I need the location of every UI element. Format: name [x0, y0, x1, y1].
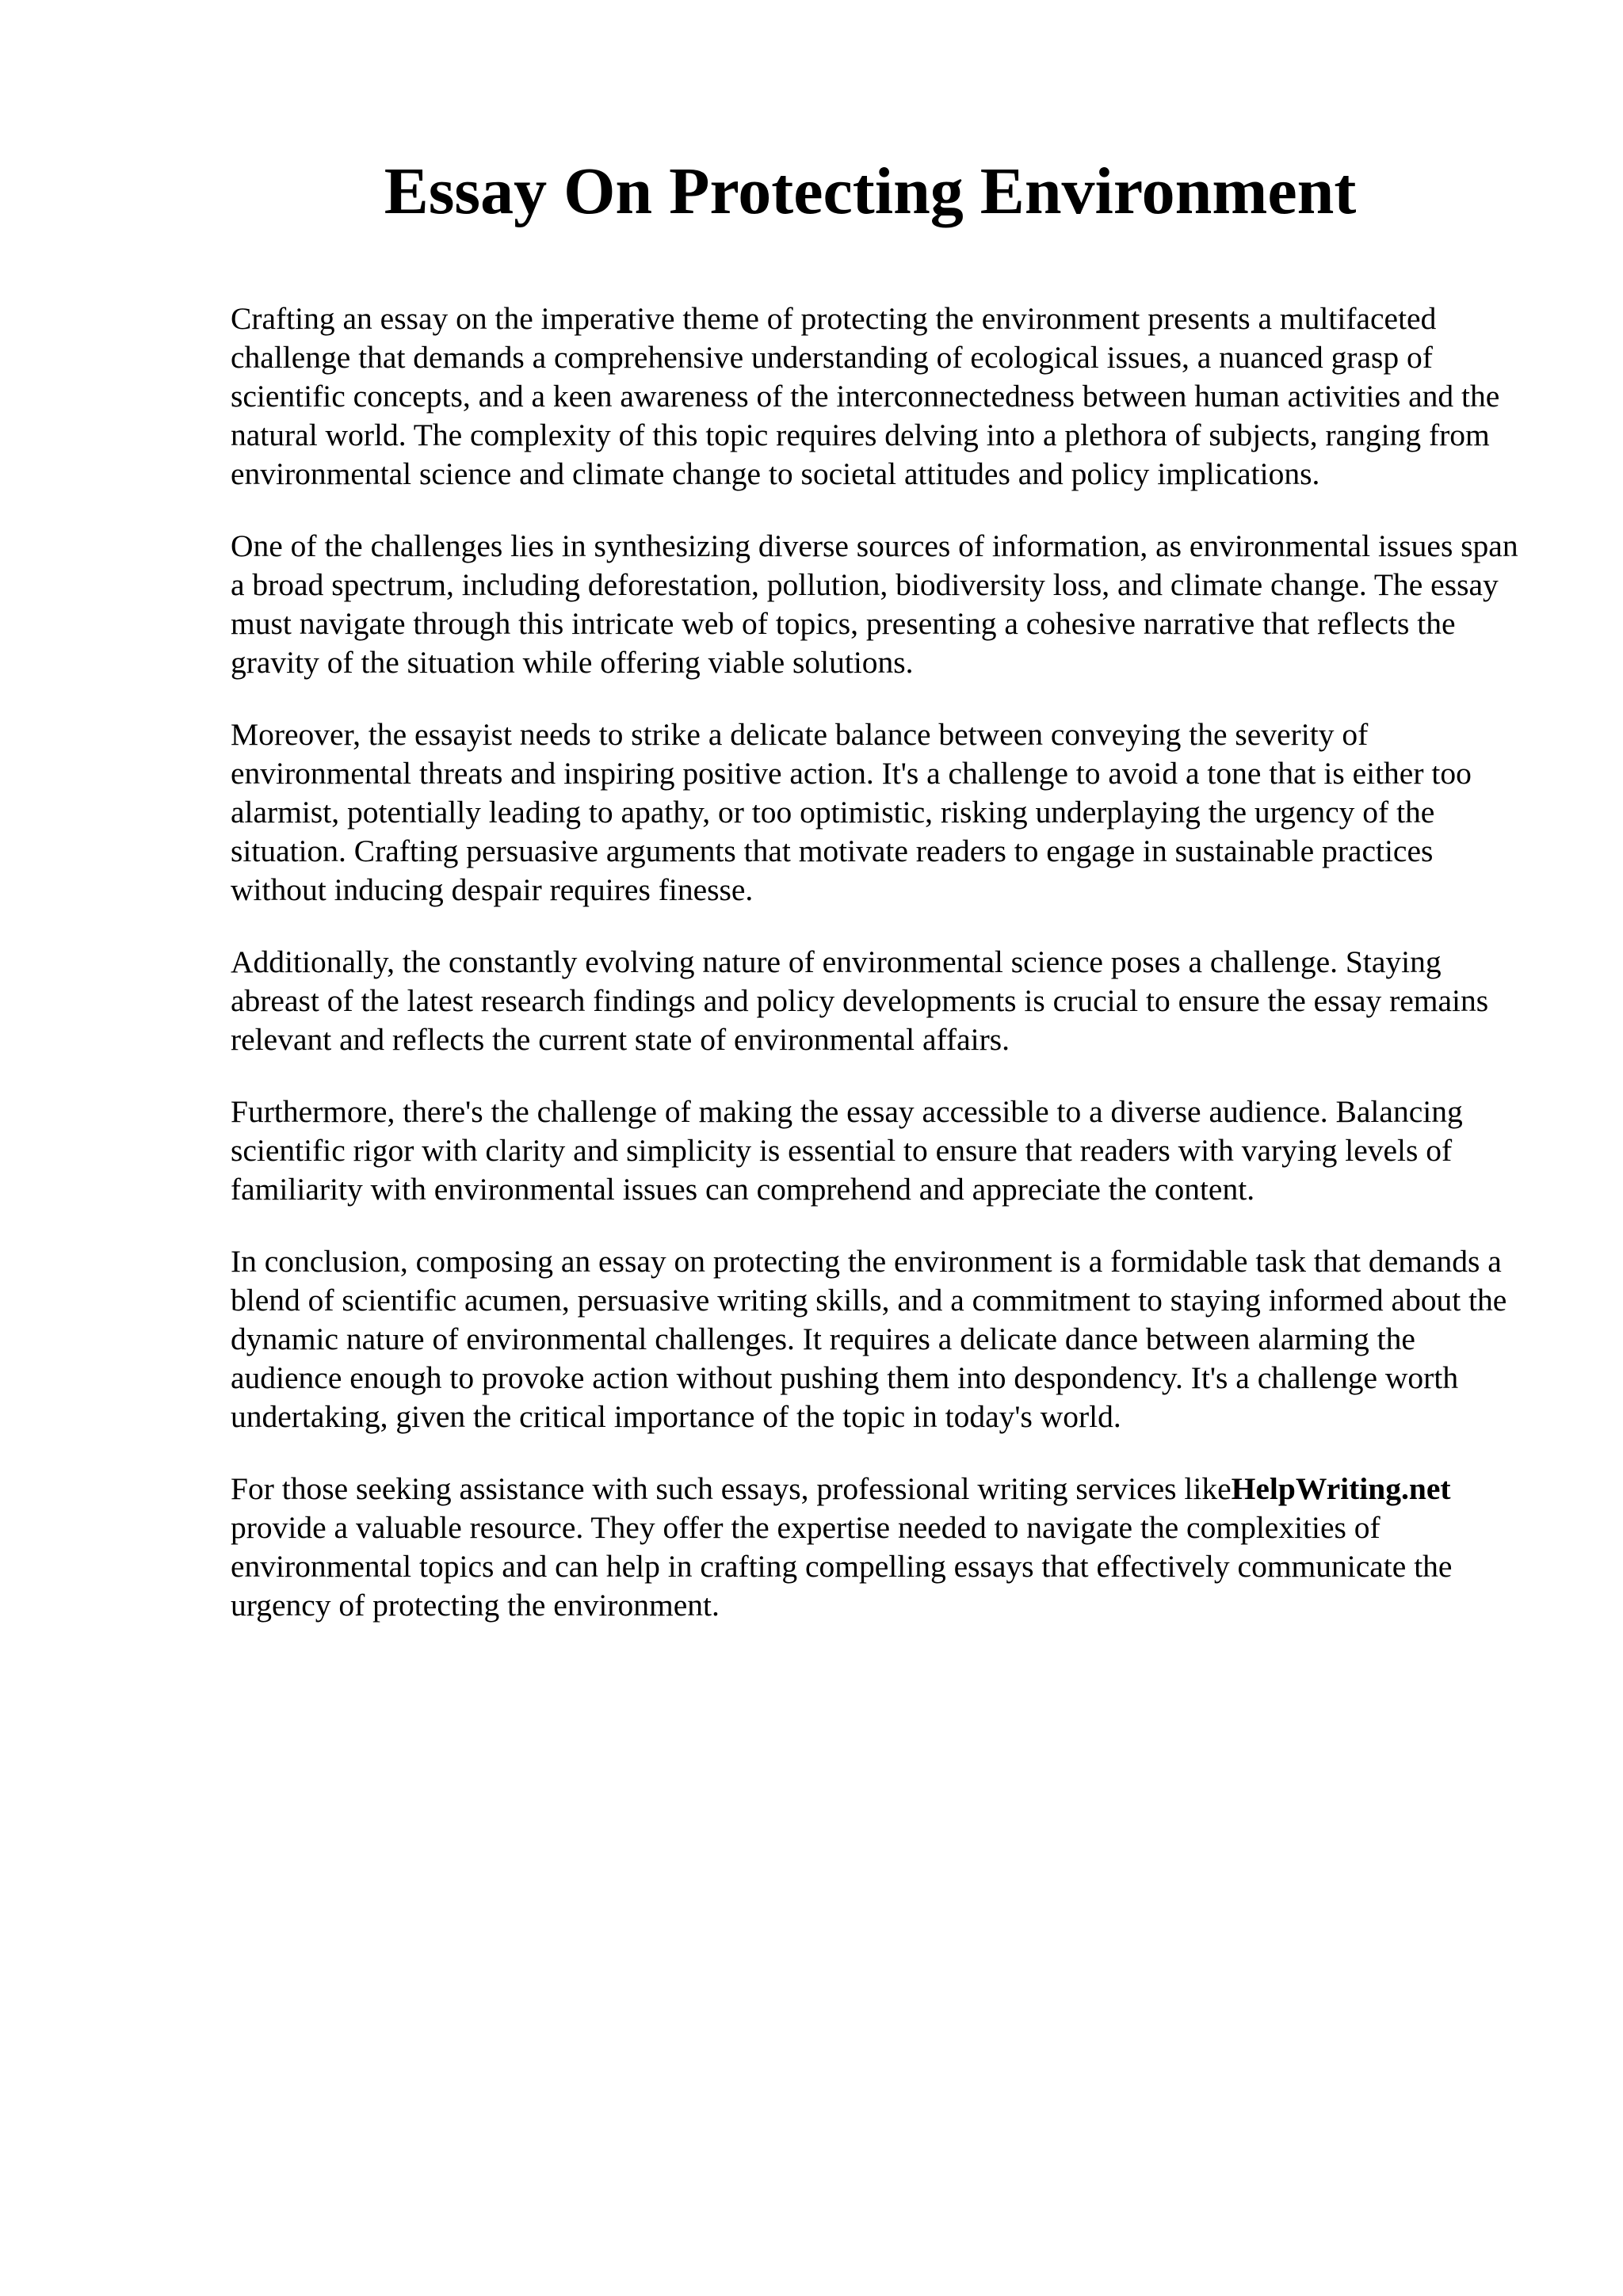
closing-text-after: provide a valuable resource. They offer the expertise needed to navigate the complexities of environmental topics and can help in crafting compelling essays that effectively communicate the urgency of protecting the environment.	[231, 1510, 1453, 1623]
paragraph: Additionally, the constantly evolving nature of environmental science poses a challenge. Staying abreast of the latest research findings and policy developments is crucial to ensure the essay remains relevant and reflects the current state of environmental affairs.	[231, 944, 1489, 1057]
helpwriting-link[interactable]: HelpWriting.net	[1231, 1471, 1451, 1506]
paragraph: One of the challenges lies in synthesizing diverse sources of information, as environmental issues span a broad spectrum, including deforestation, pollution, biodiversity loss, and climate change. The essay must navigate through this intricate web of topics, presenting a cohesive narrative that reflects the gravity of the situation while offering viable solutions.	[231, 528, 1518, 680]
closing-paragraph	[231, 1470, 1522, 1625]
paragraph: In conclusion, composing an essay on protecting the environment is a formidable task that demands a blend of scientific acumen, persuasive writing skills, and a commitment to staying informed about the dynamic nature of environmental challenges. It requires a delicate dance between alarming the audience enough to provoke action without pushing them into despondency. It's a challenge worth undertaking, given the critical importance of the topic in today's world.	[231, 1244, 1507, 1434]
essay-body	[231, 299, 1522, 1658]
page-title: Essay On Protecting Environment	[384, 154, 1357, 228]
paragraph: Crafting an essay on the imperative theme of protecting the environment presents a multifaceted challenge that demands a comprehensive understanding of ecological issues, a nuanced grasp of scientific concepts, and a keen awareness of the interconnectedness between human activities and the natural world. The complexity of this topic requires delving into a plethora of subjects, ranging from environmental science and climate change to societal attitudes and policy implications.	[231, 301, 1500, 491]
paragraph: Furthermore, there's the challenge of making the essay accessible to a diverse audience. Balancing scientific rigor with clarity and simplicity is essential to ensure that readers with varying levels of familiarity with environmental issues can comprehend and appreciate the content.	[231, 1094, 1463, 1207]
closing-text-before: For those seeking assistance with such essays, professional writing services like	[231, 1471, 1232, 1506]
paragraph: Moreover, the essayist needs to strike a delicate balance between conveying the severity of environmental threats and inspiring positive action. It's a challenge to avoid a tone that is either too alarmist, potentially leading to apathy, or too optimistic, risking underplaying the urgency of the situation. Crafting persuasive arguments that motivate readers to engage in sustainable practices without inducing despair requires finesse.	[231, 717, 1472, 907]
